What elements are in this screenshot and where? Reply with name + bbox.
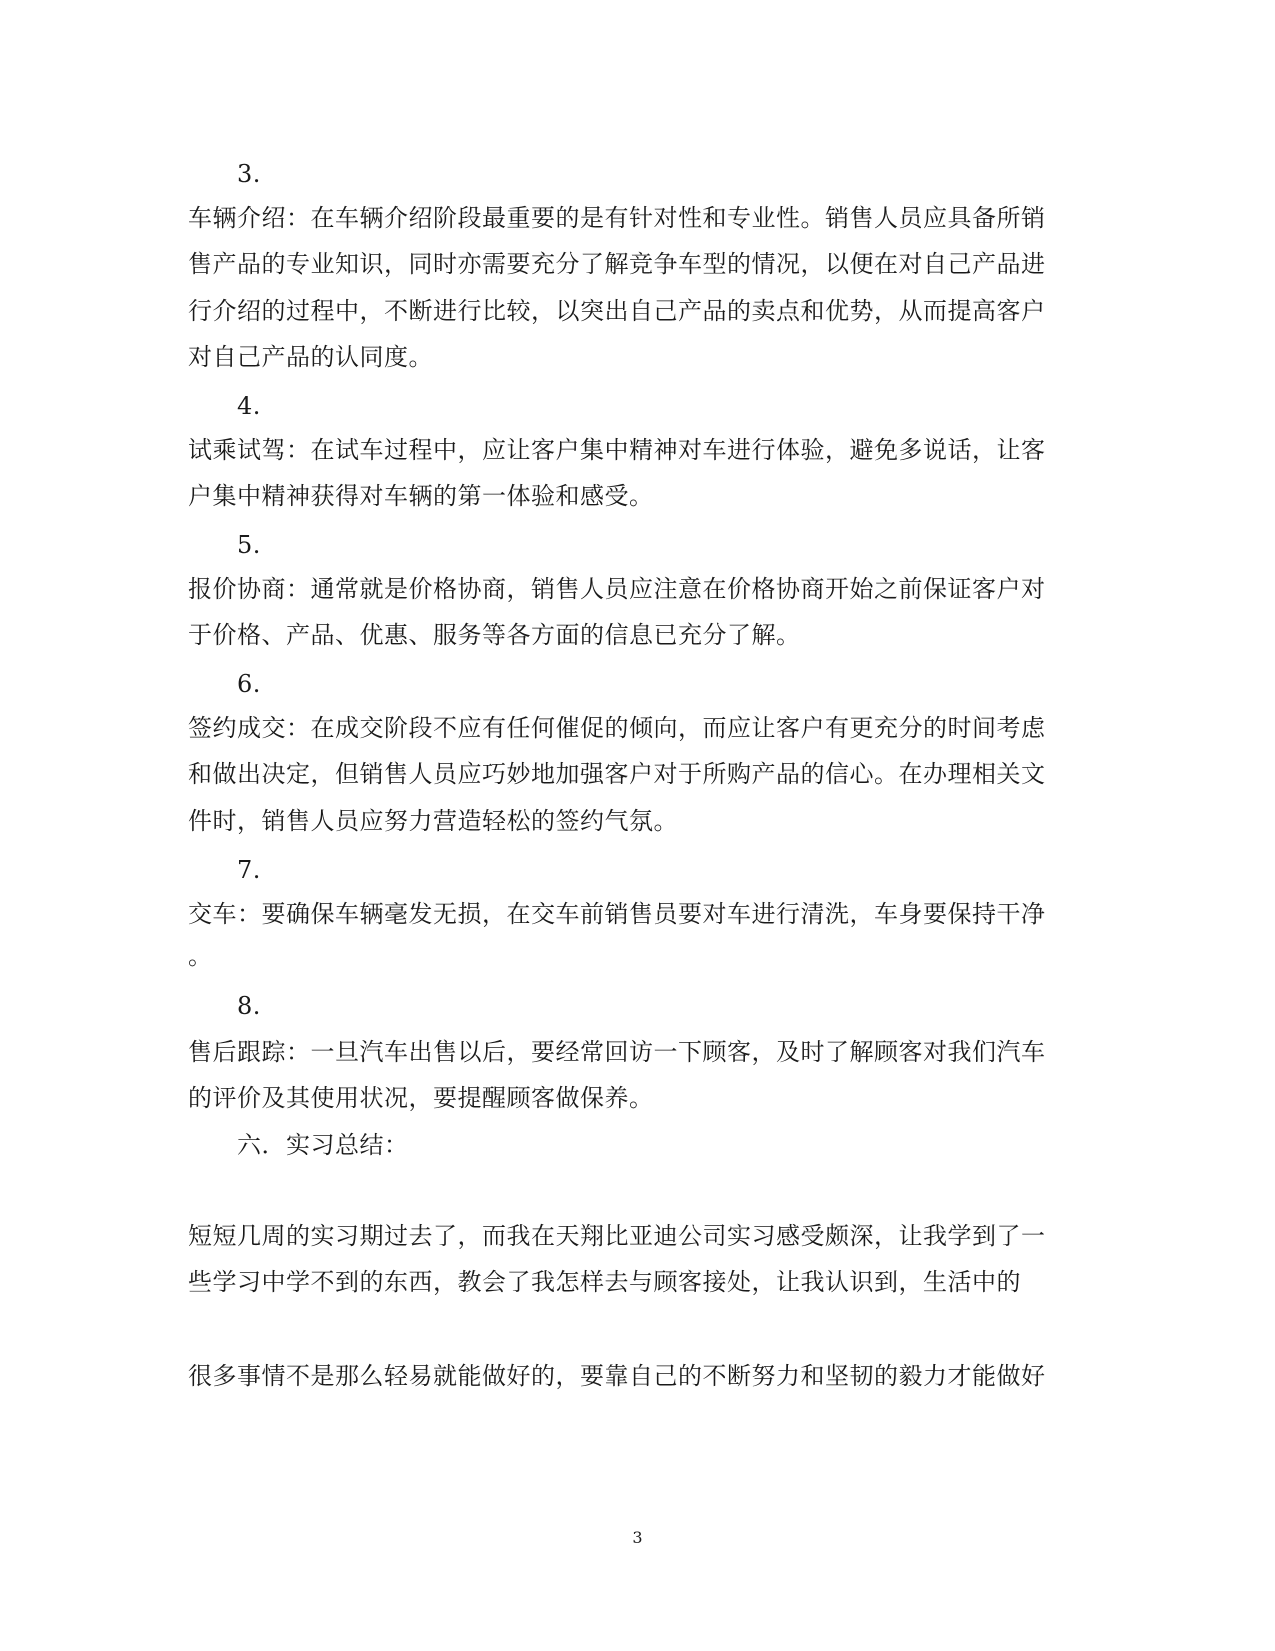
paragraph-line: 报价协商：通常就是价格协商，销售人员应注意在价格协商开始之前保证客户对 — [188, 575, 1046, 603]
paragraph-line: 。 — [188, 942, 213, 970]
paragraph-line: 和做出决定，但销售人员应巧妙地加强客户对于所购产品的信心。在办理相关文 — [188, 760, 1046, 788]
paragraph-line: 很多事情不是那么轻易就能做好的，要靠自己的不断努力和坚韧的毅力才能做好 — [188, 1362, 1046, 1390]
section-number: 3. — [237, 160, 261, 188]
section-number: 4. — [237, 392, 261, 420]
paragraph-line: 短短几周的实习期过去了，而我在天翔比亚迪公司实习感受颇深，让我学到了一 — [188, 1222, 1046, 1250]
paragraph-line: 的评价及其使用状况，要提醒顾客做保养。 — [188, 1084, 654, 1112]
paragraph-line: 售后跟踪：一旦汽车出售以后，要经常回访一下顾客，及时了解顾客对我们汽车 — [188, 1038, 1046, 1066]
paragraph-line: 试乘试驾：在试车过程中，应让客户集中精神对车进行体验，避免多说话，让客 — [188, 436, 1046, 464]
paragraph-line: 售产品的专业知识，同时亦需要充分了解竞争车型的情况，以便在对自己产品进 — [188, 250, 1046, 278]
paragraph-line: 些学习中学不到的东西，教会了我怎样去与顾客接处，让我认识到，生活中的 — [188, 1268, 1021, 1296]
section-number: 5. — [237, 531, 261, 559]
paragraph-line: 交车：要确保车辆毫发无损，在交车前销售员要对车进行清洗，车身要保持干净 — [188, 900, 1046, 928]
page-number: 3 — [632, 1528, 643, 1547]
summary-heading: 六．实习总结： — [237, 1131, 409, 1159]
paragraph-line: 车辆介绍：在车辆介绍阶段最重要的是有针对性和专业性。销售人员应具备所销 — [188, 204, 1046, 232]
paragraph-line: 于价格、产品、优惠、服务等各方面的信息已充分了解。 — [188, 621, 801, 649]
paragraph-line: 对自己产品的认同度。 — [188, 343, 433, 371]
section-number: 8. — [237, 992, 261, 1020]
paragraph-line: 户集中精神获得对车辆的第一体验和感受。 — [188, 482, 654, 510]
paragraph-line: 件时，销售人员应努力营造轻松的签约气氛。 — [188, 807, 678, 835]
paragraph-line: 行介绍的过程中，不断进行比较，以突出自己产品的卖点和优势，从而提高客户 — [188, 297, 1046, 325]
paragraph-line: 签约成交：在成交阶段不应有任何催促的倾向，而应让客户有更充分的时间考虑 — [188, 714, 1046, 742]
section-number: 6. — [237, 670, 261, 698]
section-number: 7. — [237, 856, 261, 884]
